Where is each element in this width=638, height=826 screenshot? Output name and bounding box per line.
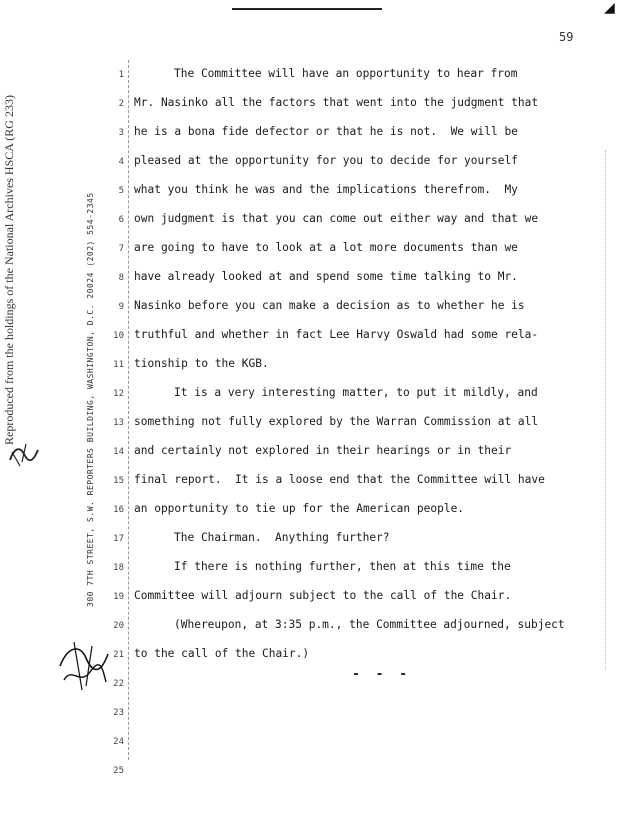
line-number: 12 — [113, 389, 124, 399]
line-number: 22 — [113, 679, 124, 689]
transcript-line: It is a very interesting matter, to put it mildly, and — [174, 386, 538, 399]
transcript-line: tionship to the KGB. — [134, 357, 269, 370]
transcript-line: pleased at the opportunity for you to decide for yourself — [134, 154, 518, 167]
transcript-line: Mr. Nasinko all the factors that went into the judgment that — [134, 96, 539, 109]
transcript-line: final report. It is a loose end that the Committee will have — [134, 473, 545, 486]
archive-reproduction-note: Reproduced from the holdings of the National Archives HSCA (RG 233) — [2, 95, 16, 445]
line-number: 9 — [118, 302, 124, 312]
line-number: 19 — [113, 592, 124, 602]
line-number: 4 — [118, 157, 124, 167]
line-number: 16 — [113, 505, 124, 515]
line-number: 2 — [118, 99, 124, 109]
line-number: 10 — [113, 331, 124, 341]
line-number: 15 — [113, 476, 124, 486]
line-number: 17 — [113, 534, 124, 544]
line-number: 1 — [118, 70, 124, 80]
line-number: 6 — [118, 215, 124, 225]
line-number: 5 — [118, 186, 124, 196]
end-of-transcript-mark: - - - — [352, 667, 412, 682]
transcript-line: own judgment is that you can come out either way and that we — [134, 212, 539, 225]
right-margin-rule — [605, 150, 606, 670]
line-number: 20 — [113, 621, 124, 631]
top-scan-rule — [232, 8, 382, 10]
line-number: 8 — [118, 273, 124, 283]
transcript-line: something not fully explored by the Warran Commission at all — [134, 415, 539, 428]
transcript-line: truthful and whether in fact Lee Harvy Oswald had some rela- — [134, 328, 539, 341]
transcript-line: have already looked at and spend some time talking to Mr. — [134, 270, 518, 283]
transcript-line: an opportunity to tie up for the American people. — [134, 502, 465, 515]
archive-stamp-mark — [6, 440, 42, 470]
line-number: 23 — [113, 708, 124, 718]
transcript-line: The Chairman. Anything further? — [174, 531, 390, 544]
transcript-line: are going to have to look at a lot more documents than we — [134, 241, 518, 254]
line-number: 25 — [113, 766, 124, 776]
line-number: 14 — [113, 447, 124, 457]
page-number: 59 — [559, 30, 574, 44]
line-number: 21 — [113, 650, 124, 660]
line-number: 24 — [113, 737, 124, 747]
transcript-line: The Committee will have an opportunity to hear from — [174, 67, 518, 80]
transcript-line: he is a bona fide defector or that he is not. We will be — [134, 125, 518, 138]
line-number: 7 — [118, 244, 124, 254]
transcript-line: (Whereupon, at 3:35 p.m., the Committee adjourned, subject — [174, 618, 565, 631]
transcript-line: If there is nothing further, then at this time the — [174, 560, 511, 573]
line-number: 13 — [113, 418, 124, 428]
reporters-address: 300 7TH STREET, S.W. REPORTERS BUILDING, WASHINGTON, D.C. 20024 (202) 554-2345 — [86, 192, 95, 608]
left-margin-rule — [128, 60, 129, 760]
transcript-line: what you think he was and the implications therefrom. My — [134, 183, 518, 196]
transcript-line: and certainly not explored in their hearings or in their — [134, 444, 512, 457]
line-number: 18 — [113, 563, 124, 573]
transcript-line: to the call of the Chair.) — [134, 647, 310, 660]
corner-scan-mark: ◢ — [604, 0, 615, 16]
transcript-line: Committee will adjourn subject to the call of the Chair. — [134, 589, 512, 602]
line-number: 3 — [118, 128, 124, 138]
line-number: 11 — [113, 360, 124, 370]
transcript-line: Nasinko before you can make a decision as to whether he is — [134, 299, 525, 312]
